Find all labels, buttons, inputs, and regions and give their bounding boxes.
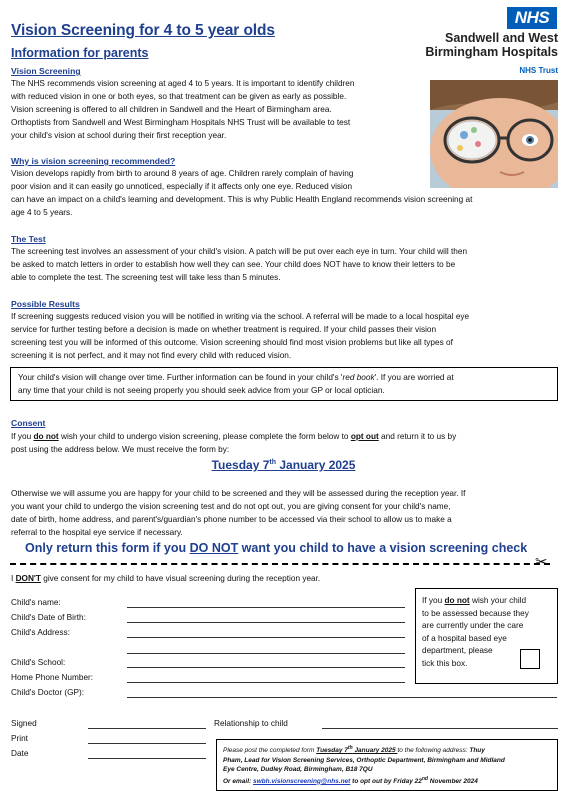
- date-text: January 2025: [276, 458, 356, 472]
- child-name-label: Child's name:: [11, 598, 61, 607]
- hospital-care-box: [415, 588, 558, 684]
- child-doctor-field[interactable]: [127, 697, 557, 698]
- post-line1: [223, 744, 551, 756]
- opt-out-text: opt out: [350, 432, 379, 441]
- text-line: Otherwise we will assume you are happy for your child to be screened and they will be assessed during the reception year. If: [11, 489, 466, 498]
- org-name: [425, 31, 558, 59]
- text-line: with reduced vision in one or both eyes, so that treatment can be given as early as possible.: [11, 92, 347, 101]
- text-line: date of birth, home address, and parent's/guardian's phone number to be accessed via their school to allow us to make a: [11, 515, 452, 524]
- text-line: The NHS recommends vision screening at aged 4 to 5 years. It is important to identify children: [11, 79, 355, 88]
- consent-line1: [11, 430, 559, 443]
- hospital-line1: [422, 595, 551, 608]
- test-text: [11, 245, 559, 284]
- sup: nd: [421, 775, 428, 782]
- print-field[interactable]: [88, 743, 206, 744]
- relationship-label: Relationship to child: [214, 719, 288, 728]
- why-text: [11, 167, 559, 219]
- signed-label: Signed: [11, 719, 37, 728]
- date-label: Date: [11, 749, 29, 758]
- test-heading: The Test: [11, 234, 46, 244]
- page-title: Vision Screening for 4 to 5 year olds: [11, 22, 275, 39]
- text: January 2025: [352, 747, 398, 755]
- text: to the following address:: [397, 747, 470, 755]
- notice-line2: any time that your child is not seeing properly you should seek advice from your GP or local optician.: [18, 386, 385, 395]
- text: wish your child to undergo vision screening, please complete the form below to: [58, 432, 351, 441]
- consent-heading: Consent: [11, 418, 46, 428]
- notice-text: Your child's vision will change over time. Further information can be found in your child's ': [18, 373, 343, 382]
- text-line: service for further testing before a decision is made on whether treatment is required. If your child passes their vision: [11, 325, 437, 334]
- text-line: you want your child to undergo the vision screening test and do not opt out, you are giving consent for your child's name,: [11, 502, 451, 511]
- hospital-line: tick this box.: [422, 658, 468, 668]
- results-text: [11, 310, 559, 362]
- vision-screening-heading: Vision Screening: [11, 66, 81, 76]
- text-line: Orthoptists from Sandwell and West Birmingham Hospitals NHS Trust will be available to test: [11, 118, 351, 127]
- text-line: referral to the hospital eye service if necessary.: [11, 528, 183, 537]
- text-line: The screening test involves an assessment of your child's vision. A patch will be put over each eye in turn. Your child will then: [11, 247, 468, 256]
- hospital-line: of a hospital based eye: [422, 633, 507, 643]
- date-sup: th: [269, 459, 277, 466]
- child-address-field[interactable]: [127, 637, 405, 638]
- text: If you: [422, 596, 445, 605]
- text: to opt out by Friday 22: [350, 777, 422, 785]
- dont-text: DON'T: [15, 574, 41, 583]
- notice-text: '. If you are worried at: [374, 373, 454, 382]
- text-line: your child's vision at school during their first reception year.: [11, 131, 227, 140]
- vision-screening-text: [11, 77, 427, 142]
- otherwise-text: [11, 487, 559, 539]
- text: Or email:: [223, 777, 253, 785]
- red-book-text: red book: [342, 373, 375, 382]
- consent-text: [11, 430, 559, 456]
- hospital-care-checkbox[interactable]: [520, 649, 540, 669]
- postal-address-box: [216, 739, 558, 791]
- hospital-line: to be assessed because they: [422, 608, 529, 618]
- sup: th: [347, 745, 353, 751]
- text: Only return this form if you: [25, 541, 190, 555]
- post-line3: Eye Centre, Dudley Road, Birmingham, B18 7QU: [223, 766, 373, 774]
- hospital-line: department, please: [422, 646, 493, 655]
- home-phone-label: Home Phone Number:: [11, 673, 94, 682]
- page-subtitle: Information for parents: [11, 46, 149, 60]
- text: wish your child: [469, 596, 527, 605]
- child-dob-field[interactable]: [127, 622, 405, 623]
- child-doctor-label: Child's Doctor (GP):: [11, 688, 85, 697]
- child-name-field[interactable]: [127, 607, 405, 608]
- do-not-text: do not: [33, 432, 59, 441]
- why-heading: Why is vision screening recommended?: [11, 156, 176, 166]
- deadline-date: [0, 458, 567, 472]
- text-line: If screening suggests reduced vision you will be notified in writing via the school. A referral will be made to a local hospital eye: [11, 312, 470, 321]
- trust-label: NHS Trust: [519, 66, 558, 75]
- relationship-field[interactable]: [322, 728, 558, 729]
- consent-line2: post using the address below. We must receive the form by:: [11, 445, 230, 454]
- do-not-text: do not: [444, 596, 470, 605]
- text: I: [11, 574, 16, 583]
- do-not-emphasis: DO NOT: [189, 541, 239, 555]
- post-line4: [223, 775, 551, 787]
- text: If you: [11, 432, 34, 441]
- org-name-line2: Birmingham Hospitals: [425, 45, 558, 59]
- print-label: Print: [11, 734, 28, 743]
- text: Tuesday 7: [316, 747, 348, 755]
- scissors-icon: ✂: [535, 554, 548, 571]
- text-line: Vision screening is offered to all children in Sandwell and the Heart of Birmingham area.: [11, 105, 332, 114]
- child-school-field[interactable]: [127, 667, 405, 668]
- org-name-line1: Sandwell and West: [445, 31, 558, 45]
- post-deadline: [316, 747, 397, 754]
- vision-change-notice: [10, 367, 558, 401]
- text-line: screening test you will be informed of this outcome. Vision screening should find most vision problems but like all types of: [11, 338, 453, 347]
- child-dob-label: Child's Date of Birth:: [11, 613, 86, 622]
- date-text: Tuesday 7: [211, 458, 270, 472]
- text: want you child to have a vision screening check: [238, 541, 528, 555]
- text-line: screening it is not perfect, and it may not find every child with reduced vision.: [11, 351, 292, 360]
- text: Thuy: [469, 747, 485, 755]
- child-school-label: Child's School:: [11, 658, 66, 667]
- cut-line: [10, 563, 550, 565]
- notice-line1: [18, 371, 550, 384]
- child-address-label: Child's Address:: [11, 628, 70, 637]
- text-line: age 4 to 5 years.: [11, 208, 73, 217]
- signed-field[interactable]: [88, 728, 206, 729]
- dont-consent-statement: [11, 572, 320, 585]
- text-line: be asked to match letters in order to establish how well they can see. Your child does NOT have to know their letters to be: [11, 260, 456, 269]
- text-line: Vision develops rapidly from birth to around 8 years of age. Children rarely complain of having: [11, 169, 354, 178]
- text-line: poor vision and it can easily go unnoticed, especially if it affects only one eye. Reduced vision: [11, 182, 353, 191]
- date-field[interactable]: [88, 758, 206, 759]
- text: give consent for my child to have visual screening during the reception year.: [40, 574, 321, 583]
- text: Please post the completed form: [223, 747, 317, 755]
- email-link[interactable]: swbh.visionscreening@nhs.net: [252, 777, 351, 785]
- text: November 2024: [427, 777, 478, 785]
- text-line: can have an impact on a child's learning and development. This is why Public Health England recommends vision screening at: [11, 195, 473, 204]
- only-return-heading: [25, 541, 527, 555]
- nhs-logo: NHS: [507, 7, 557, 29]
- text-line: able to complete the test. The screening test will take less than 5 minutes.: [11, 273, 281, 282]
- post-line2: Pham, Lead for Vision Screening Services, Orthoptic Department, Birmingham and Midland: [223, 756, 505, 764]
- home-phone-field[interactable]: [127, 682, 405, 683]
- child-address-field-2[interactable]: [127, 653, 405, 654]
- results-heading: Possible Results: [11, 299, 80, 309]
- hospital-line: are currently under the care: [422, 621, 524, 630]
- text: and return it to us by: [378, 432, 457, 441]
